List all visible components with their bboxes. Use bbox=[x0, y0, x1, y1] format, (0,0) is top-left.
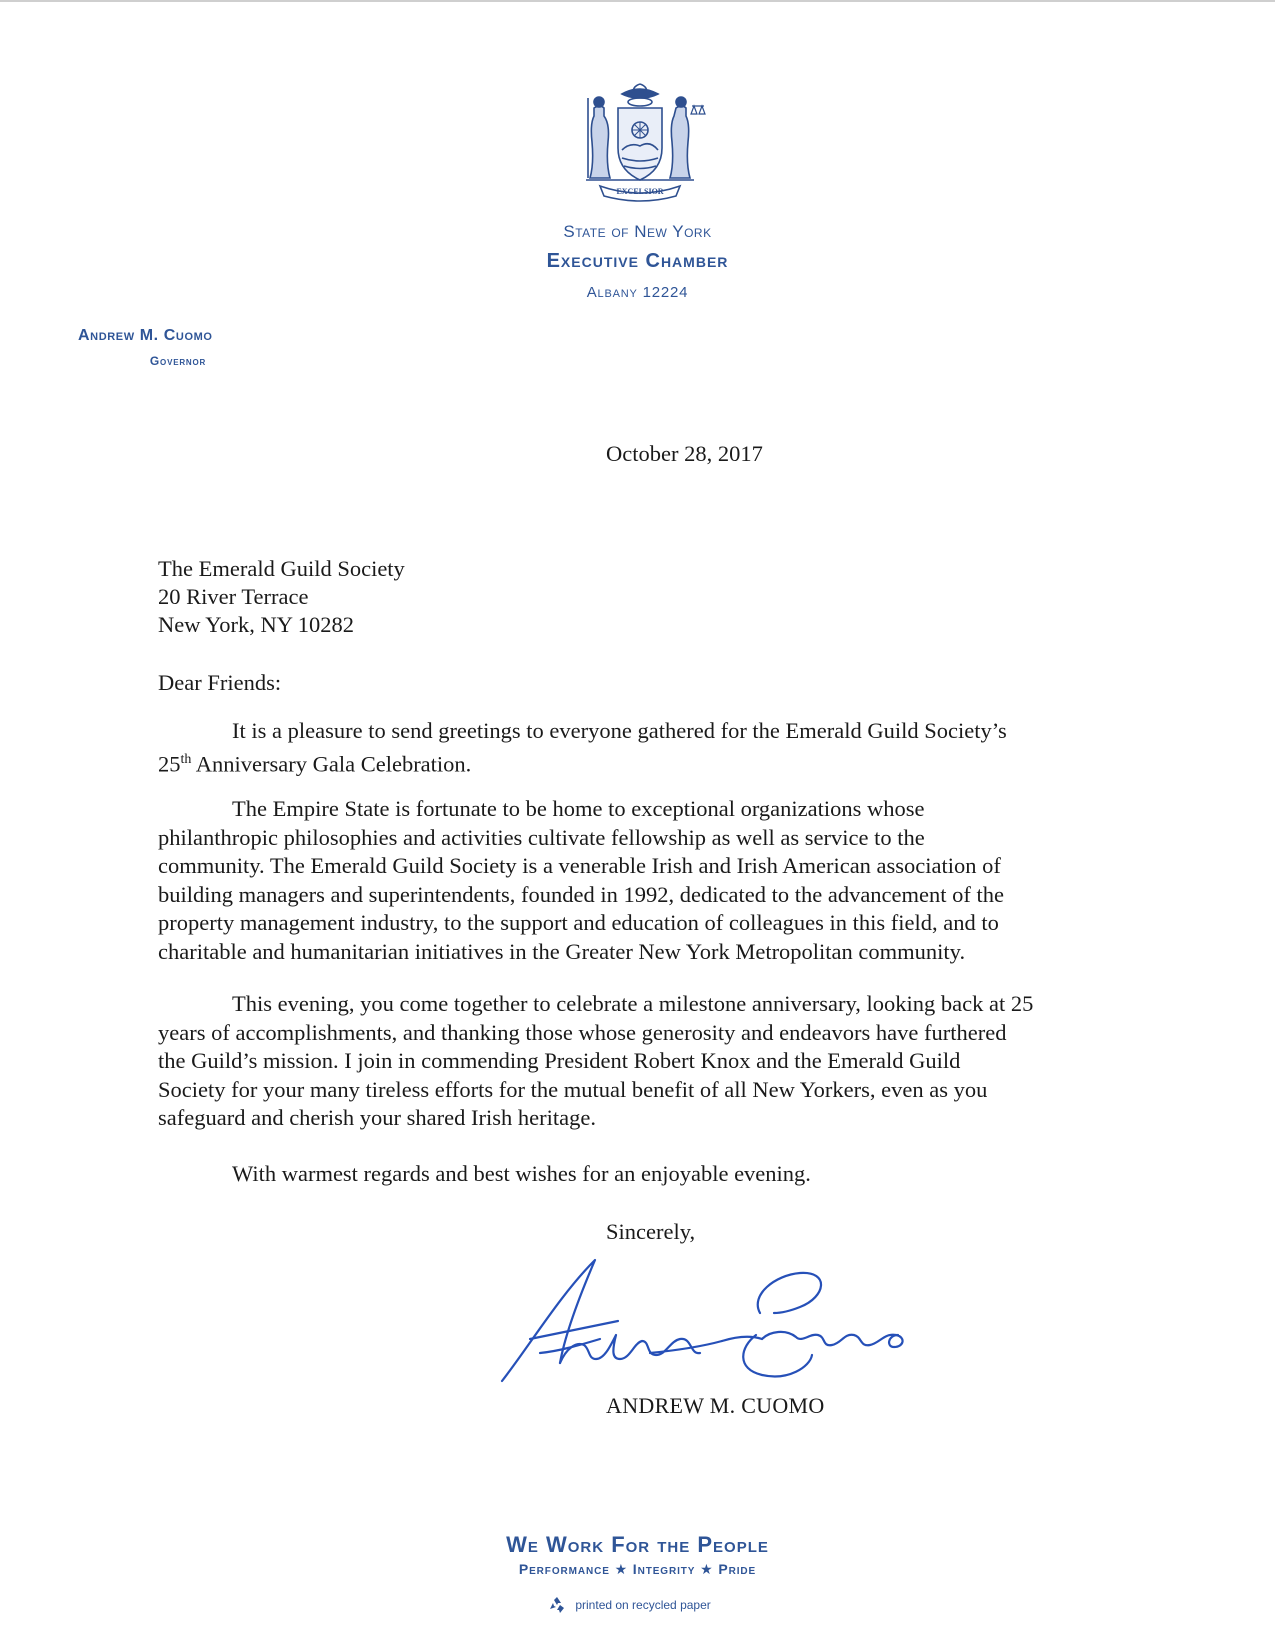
governor-name: Andrew M. Cuomo bbox=[78, 327, 213, 344]
paragraph-2 bbox=[158, 795, 1118, 966]
seal-motto: EXCELSIOR bbox=[616, 187, 664, 196]
closing-line: With warmest regards and best wishes for an enjoyable evening. bbox=[232, 1161, 811, 1186]
paragraph-3-line: This evening, you come together to celebrate a milestone anniversary, looking back at 25 bbox=[232, 991, 1034, 1016]
sign-off: Sincerely, bbox=[606, 1219, 696, 1244]
paragraph-2-line: charitable and humanitarian initiatives in the Greater New York Metropolitan community. bbox=[158, 938, 966, 964]
state-seal-icon bbox=[570, 78, 710, 208]
recipient-name: The Emerald Guild Society bbox=[158, 556, 405, 581]
letterhead-city: Albany 12224 bbox=[586, 284, 689, 301]
ordinal-number: 25 bbox=[158, 751, 181, 776]
handwritten-signature bbox=[500, 1255, 940, 1385]
ordinal-suffix: th bbox=[180, 751, 192, 767]
paragraph-2-line: philanthropic philosophies and activities cultivate fellowship as well as service to the bbox=[158, 824, 925, 850]
salutation: Dear Friends: bbox=[158, 670, 282, 695]
paragraph-1 bbox=[158, 717, 1118, 779]
recipient-city: New York, NY 10282 bbox=[158, 612, 355, 637]
footer-recycled bbox=[548, 1596, 711, 1616]
paragraph-1-line-1: It is a pleasure to send greetings to everyone gathered for the Emerald Guild Society’s bbox=[232, 718, 1007, 743]
paragraph-1-line-2: Anniversary Gala Celebration. bbox=[191, 751, 472, 776]
paragraph-2-line: community. The Emerald Guild Society is a venerable Irish and Irish American association of bbox=[158, 853, 1001, 878]
paragraph-3-line: years of accomplishments, and thanking those whose generosity and endeavors have furthered bbox=[158, 1019, 1007, 1045]
paragraph-3 bbox=[158, 990, 1118, 1133]
letter-date: October 28, 2017 bbox=[606, 441, 763, 466]
recycled-note: printed on recycled paper bbox=[575, 1598, 711, 1612]
paragraph-3-line: Society for your many tireless efforts for the mutual benefit of all New Yorkers, even as you bbox=[158, 1076, 988, 1102]
letterhead-state: State of New York bbox=[563, 222, 712, 241]
footer-values: Performance ★ Integrity ★ Pride bbox=[518, 1561, 757, 1577]
paragraph-2-line: building managers and superintendents, founded in 1992, dedicated to the advancement of the bbox=[158, 881, 1005, 907]
footer-motto: We Work For the People bbox=[506, 1532, 769, 1557]
signer-name: ANDREW M. CUOMO bbox=[606, 1393, 825, 1418]
paragraph-2-line: property management industry, to the support and education of colleagues in this field, and to bbox=[158, 910, 999, 935]
paragraph-2-line: The Empire State is fortunate to be home to exceptional organizations whose bbox=[232, 796, 925, 821]
scan-edge bbox=[0, 0, 1275, 2]
paragraph-3-line: the Guild’s mission. I join in commending President Robert Knox and the Emerald Guild bbox=[158, 1048, 961, 1073]
recipient-street: 20 River Terrace bbox=[158, 584, 309, 609]
recycle-icon bbox=[548, 1596, 566, 1614]
governor-title: Governor bbox=[149, 354, 207, 368]
letterhead-chamber: Executive Chamber bbox=[546, 250, 729, 272]
paragraph-3-line: safeguard and cherish your shared Irish heritage. bbox=[158, 1105, 596, 1130]
